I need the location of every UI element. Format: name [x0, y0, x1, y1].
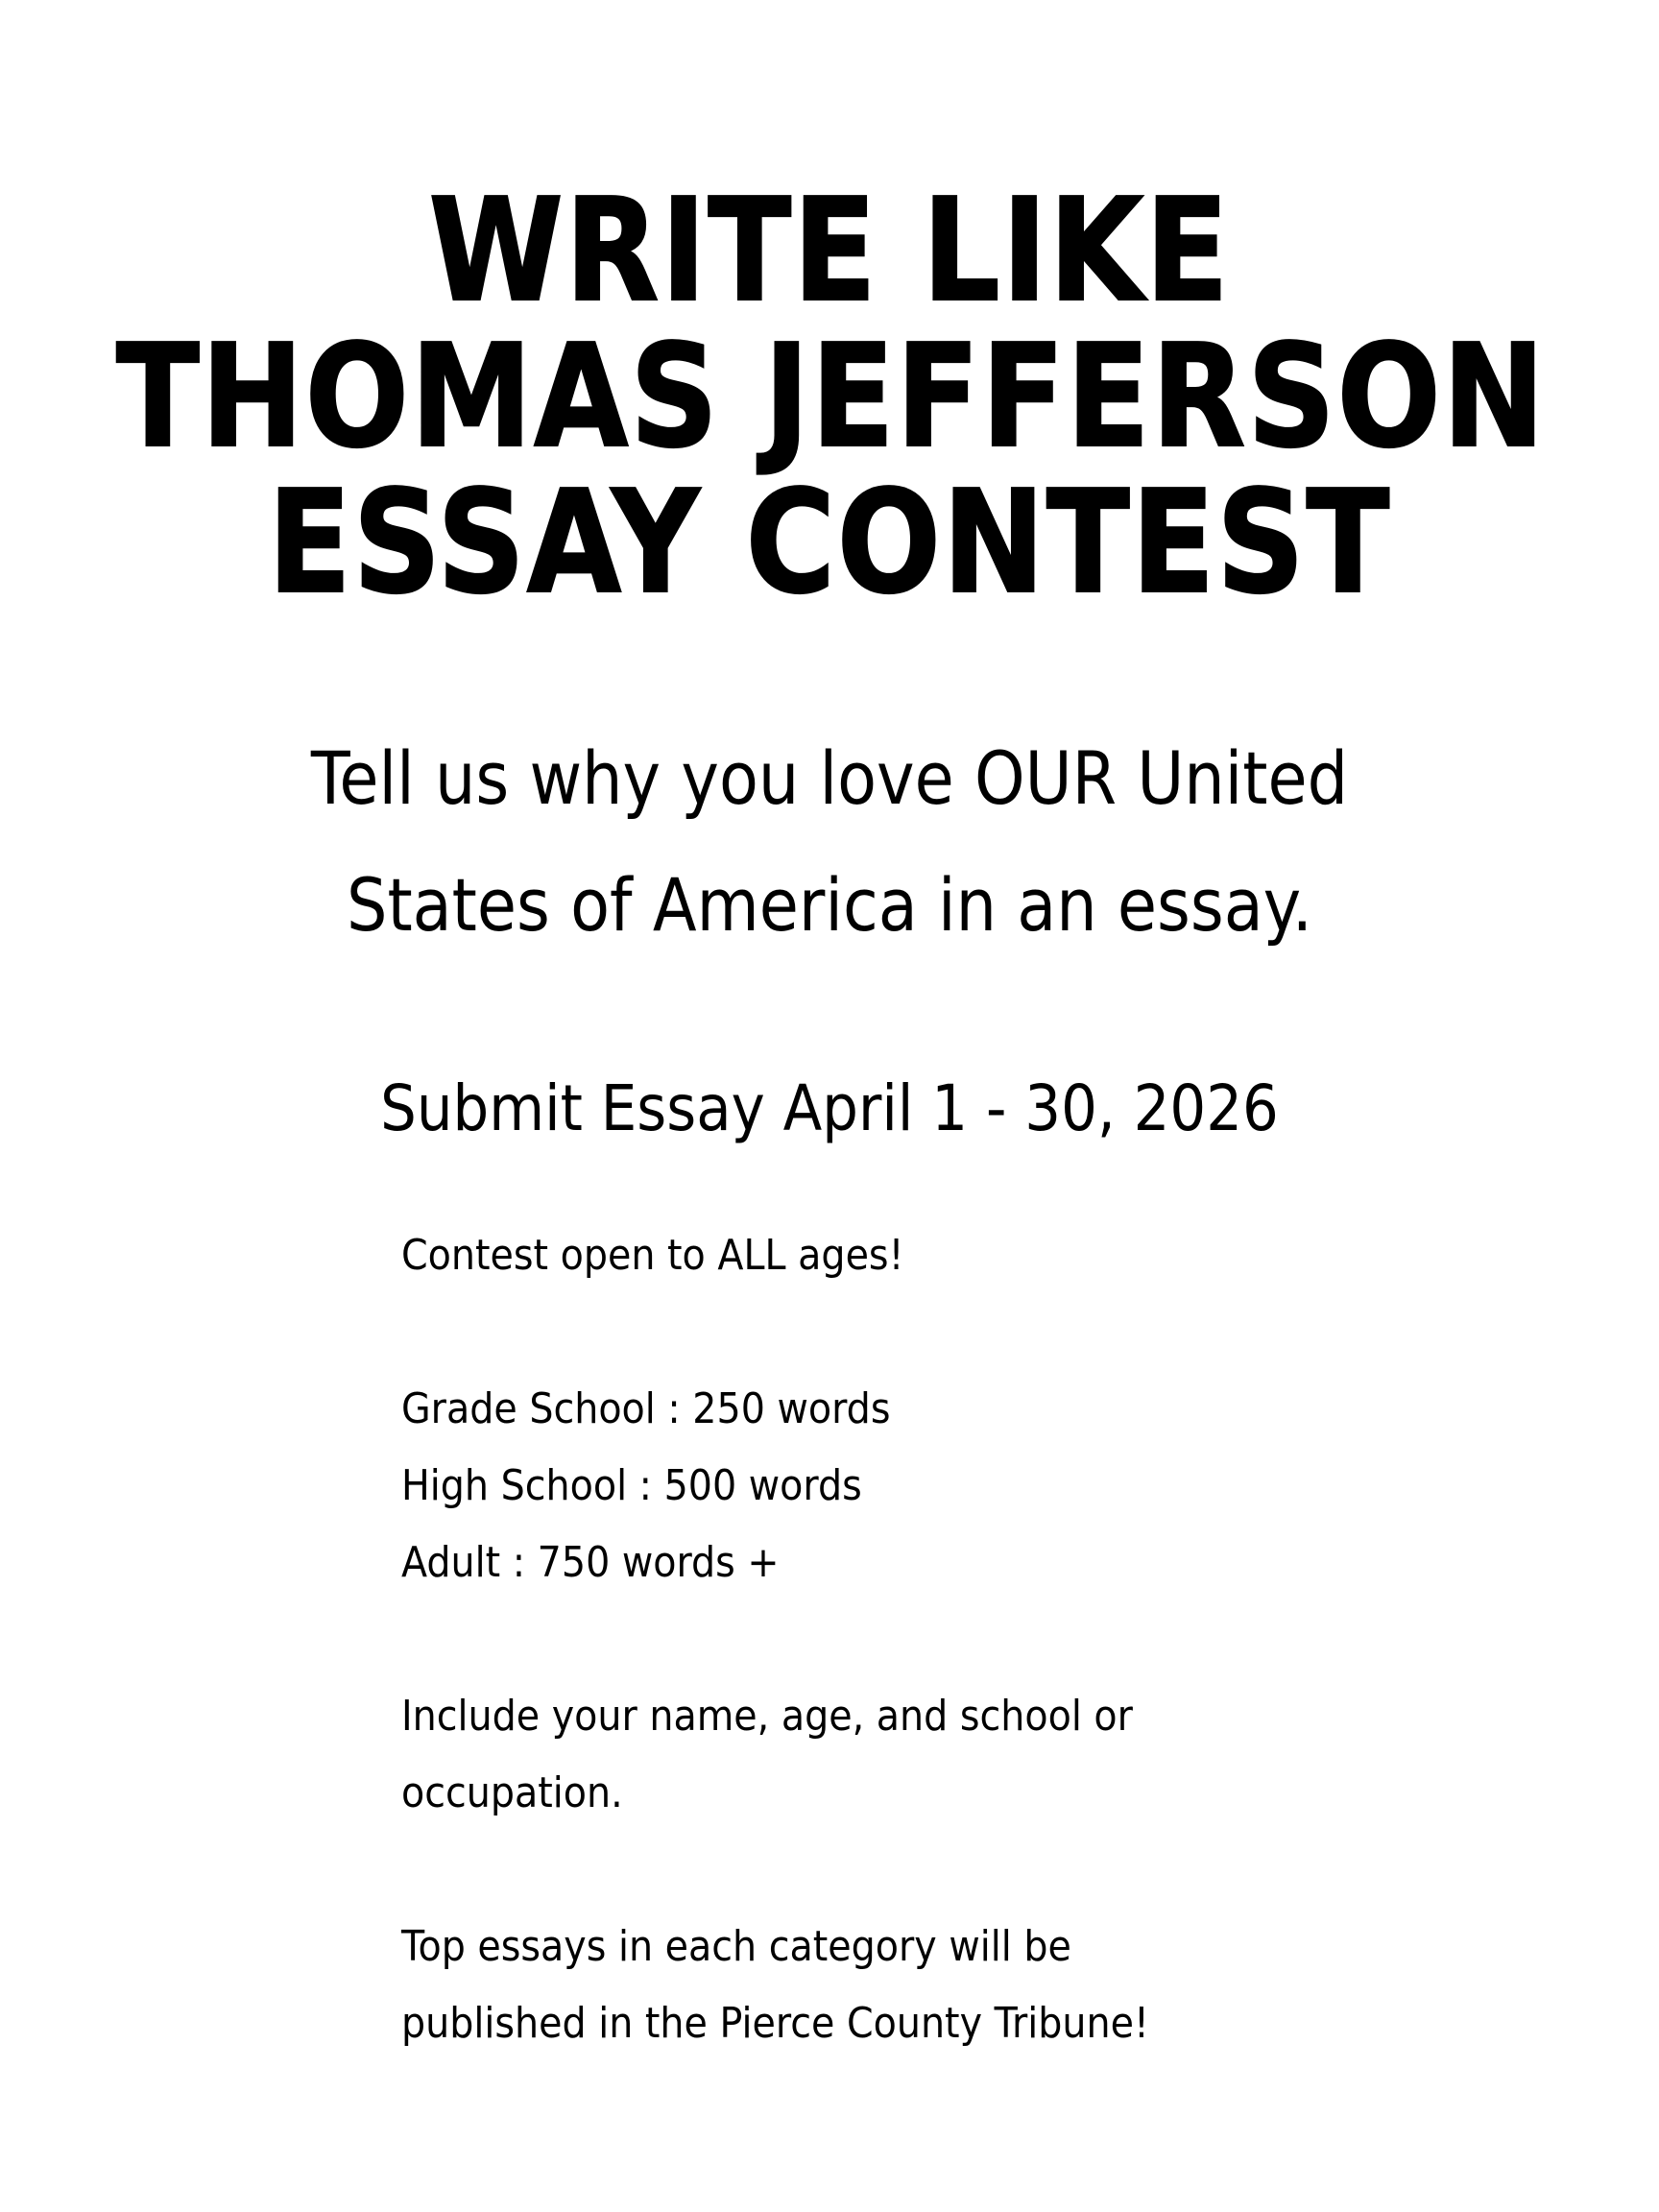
tagline — [100, 715, 1560, 969]
include-info-line-2: occupation. — [401, 1768, 623, 1817]
title-line-3: ESSAY CONTEST — [267, 460, 1392, 625]
tagline-line-2: States of America in an essay. — [347, 862, 1312, 948]
tagline-line-1: Tell us why you love OUR United — [310, 735, 1349, 821]
word-limit-high-school: High School : 500 words — [401, 1461, 862, 1510]
title-line-2: THOMAS JEFFERSON — [115, 314, 1547, 479]
spacer — [401, 1832, 1265, 1909]
spacer — [401, 1294, 1265, 1371]
word-limit-grade-school: Grade School : 250 words — [401, 1384, 891, 1433]
include-info-line-1: Include your name, age, and school or — [401, 1692, 1133, 1741]
title-line-1: WRITE LIKE — [428, 168, 1231, 333]
publication-line-2: published in the Pierce County Tribune! — [401, 1999, 1149, 2048]
open-to-all-ages: Contest open to ALL ages! — [401, 1231, 904, 1280]
submission-dates: Submit Essay April 1 - 30, 2026 — [380, 1071, 1279, 1145]
contest-details — [401, 1217, 1265, 2062]
publication-line-1: Top essays in each category will be — [401, 1922, 1071, 1971]
word-limit-adult: Adult : 750 words + — [401, 1538, 780, 1587]
spacer — [401, 1601, 1265, 1678]
poster-title — [115, 168, 1547, 625]
